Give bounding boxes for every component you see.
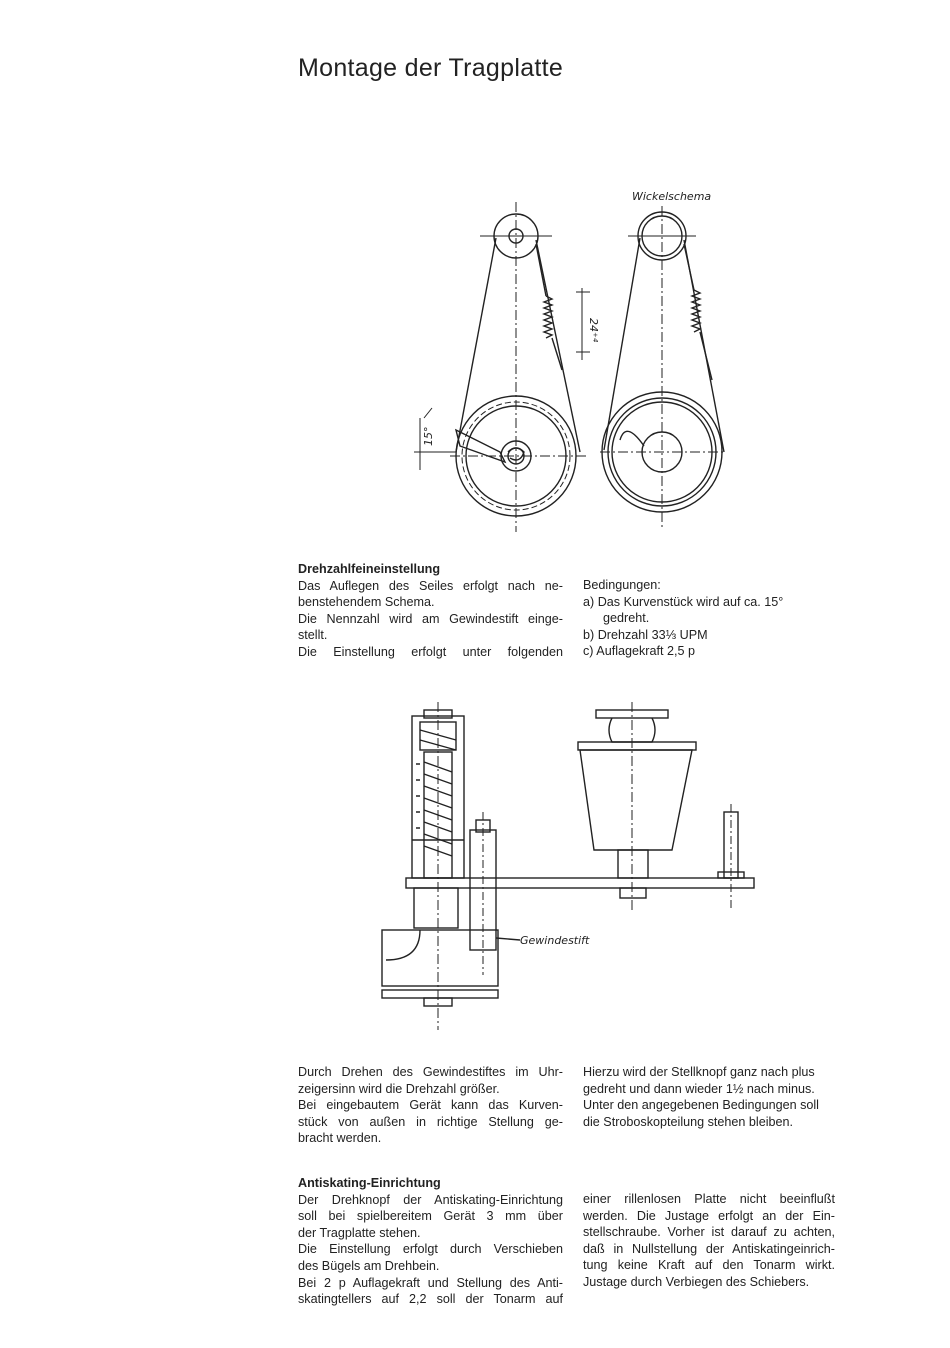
turn-left-line: zeigersinn wird die Drehzahl größer. [298, 1081, 500, 1096]
antiskating-right-line: werden. Die Justage erfolgt an der Ein- [583, 1208, 835, 1223]
condition-a-cont: gedreht. [603, 611, 650, 626]
condition-a: a) Das Kurvenstück wird auf ca. 15° [583, 594, 784, 609]
antiskating-left-line: skatingtellers auf 2,2 soll der Tonarm auf [298, 1292, 563, 1307]
turn-right-line: gedreht und dann wieder 1½ nach minus. [583, 1081, 815, 1096]
dimension-label: 24⁺⁴ [587, 318, 600, 343]
speed-heading: Drehzahlfeineinstellung [298, 562, 441, 576]
antiskating-right-line: einer rillenlosen Platte nicht beeinflußt [583, 1192, 835, 1206]
winding-label: Wickelschema [632, 190, 712, 203]
antiskating-left-line: des Bügels am Drehbein. [298, 1258, 440, 1273]
turn-left-line: bracht werden. [298, 1131, 382, 1146]
antiskating-right-line: daß in Nullstellung der Antiskatingeinrich- [583, 1241, 835, 1256]
speed-left-line: Die Einstellung erfolgt unter folgenden [298, 644, 563, 659]
antiskating-left-line: Der Drehknopf der Antiskating-Einrichtung [298, 1192, 563, 1207]
antiskating-right-line: Justage durch Verbiegen des Schiebers. [583, 1274, 810, 1289]
antiskating-right-line: stellschraube. Vorher ist darauf zu achten, [583, 1225, 835, 1240]
condition-b: b) Drehzahl 33⅓ UPM [583, 627, 708, 642]
conditions-title: Bedingungen: [583, 578, 661, 592]
antiskating-left-line: Die Einstellung erfolgt durch Verschieben [298, 1242, 563, 1257]
turn-right-column [583, 1064, 851, 1130]
turn-left-line: Durch Drehen des Gewindestiftes im Uhr- [298, 1065, 563, 1079]
speed-left-line: benstehendem Schema. [298, 595, 435, 610]
antiskating-left-column [298, 1175, 563, 1308]
speed-left-line: Das Auflegen des Seiles erfolgt nach ne- [298, 578, 563, 593]
condition-c: c) Auflagekraft 2,5 p [583, 644, 696, 659]
antiskating-heading: Antiskating-Einrichtung [298, 1176, 441, 1190]
antiskating-left-line: der Tragplatte stehen. [298, 1225, 421, 1240]
screw-label: Gewindestift [520, 934, 590, 947]
turn-right-line: Unter den angegebenen Bedingungen soll [583, 1098, 819, 1113]
page-title: Montage der Tragplatte [298, 54, 564, 82]
turn-right-line: die Stroboskopteilung stehen bleiben. [583, 1114, 794, 1129]
antiskating-right-column [583, 1191, 835, 1291]
turn-left-column [298, 1064, 563, 1147]
speed-left-line: stellt. [298, 628, 328, 643]
turn-right-line: Hierzu wird der Stellknopf ganz nach plus [583, 1065, 815, 1079]
antiskating-left-line: Bei 2 p Auflagekraft und Stellung des Anti- [298, 1275, 563, 1290]
speed-left-line: Die Nennzahl wird am Gewindestift einge- [298, 611, 563, 626]
angle-label: 15° [422, 426, 435, 446]
speed-right-column [583, 577, 863, 660]
turn-left-line: Bei eingebautem Gerät kann das Kurven- [298, 1098, 563, 1113]
antiskating-left-line: soll bei spielbereitem Gerät 3 mm über [298, 1209, 563, 1224]
mechanism-diagram [370, 700, 770, 1040]
turn-left-line: stück von außen in richtige Stellung ge- [298, 1114, 563, 1129]
speed-left-column [298, 561, 563, 661]
winding-diagram [400, 180, 760, 540]
antiskating-right-line: tung keine Kraft auf den Tonarm wirkt. [583, 1258, 835, 1273]
